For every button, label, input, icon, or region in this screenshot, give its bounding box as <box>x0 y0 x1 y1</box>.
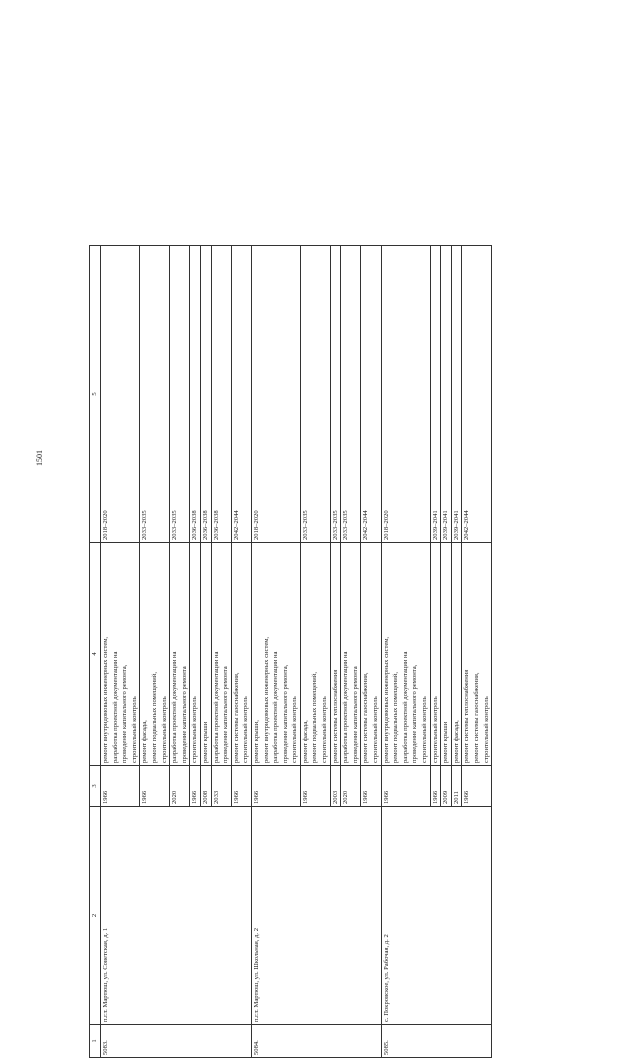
year-cell: 2033 <box>211 766 231 807</box>
period-cell: 2039–2041 <box>430 246 441 543</box>
period-cell: 2036–2038 <box>190 246 201 543</box>
column-header: 1 <box>90 1025 101 1058</box>
period-cell: 2033–2035 <box>330 246 341 543</box>
work-type-cell: разработка проектной документации на проведение капитального ремонта <box>170 543 190 766</box>
year-cell: 1966 <box>190 766 201 807</box>
period-cell: 2033–2035 <box>341 246 361 543</box>
year-cell: 2020 <box>341 766 361 807</box>
year-cell: 1966 <box>101 766 140 807</box>
period-cell: 2033–2035 <box>170 246 190 543</box>
address-cell: п.г.т. Мартюш, ул. Школьная, д. 2 <box>251 807 381 1025</box>
work-type-cell: ремонт фасада, <box>451 543 462 766</box>
column-header: 3 <box>90 766 101 807</box>
record-number-cell: 5085. <box>381 1025 492 1058</box>
year-cell: 1966 <box>462 766 492 807</box>
column-header: 5 <box>90 246 101 543</box>
year-cell: 2003 <box>330 766 341 807</box>
year-cell: 1966 <box>300 766 330 807</box>
work-type-cell: ремонт системы теплоснабжения <box>330 543 341 766</box>
record-number-cell: 5084. <box>251 1025 381 1058</box>
year-cell: 1966 <box>361 766 381 807</box>
column-header: 2 <box>90 807 101 1025</box>
work-type-cell: строительный контроль <box>430 543 441 766</box>
work-type-cell: ремонт фасада, ремонт подвальных помещений, строительный контроль <box>300 543 330 766</box>
work-type-cell: разработка проектной документации на проведение капитального ремонта <box>341 543 361 766</box>
year-cell: 1966 <box>381 766 430 807</box>
year-cell: 1966 <box>430 766 441 807</box>
period-cell: 2042–2044 <box>361 246 381 543</box>
table-row <box>101 246 140 1058</box>
work-type-cell: ремонт внутридомовых инженерных систем, разработка проектной документации на проведение капитального ремонта, строительный контроль <box>101 543 140 766</box>
period-cell: 2033–2035 <box>140 246 170 543</box>
work-type-cell: ремонт системы газоснабжения, строительный контроль <box>361 543 381 766</box>
year-cell: 1966 <box>231 766 251 807</box>
period-cell: 2036–2038 <box>211 246 231 543</box>
work-type-cell: разработка проектной документации на проведение капитального ремонта <box>211 543 231 766</box>
work-type-cell: ремонт фасада, ремонт подвальных помещений, строительный контроль <box>140 543 170 766</box>
year-cell: 2008 <box>200 766 211 807</box>
work-type-cell: ремонт крыши <box>200 543 211 766</box>
period-cell: 2033–2035 <box>300 246 330 543</box>
address-cell: с. Покровское, ул. Рабочая, д. 2 <box>381 807 492 1025</box>
period-cell: 2036–2038 <box>200 246 211 543</box>
work-type-cell: ремонт крыши <box>441 543 452 766</box>
column-number-header-row <box>90 246 101 1058</box>
table-row <box>251 246 300 1058</box>
period-cell: 2018–2020 <box>101 246 140 543</box>
table-row <box>381 246 430 1058</box>
work-type-cell: ремонт системы газоснабжения, строительный контроль <box>231 543 251 766</box>
repair-schedule-table <box>89 245 492 1058</box>
page-number: 1501 <box>35 450 44 466</box>
column-header: 4 <box>90 543 101 766</box>
period-cell: 2018–2020 <box>381 246 430 543</box>
year-cell: 1966 <box>140 766 170 807</box>
period-cell: 2018–2020 <box>251 246 300 543</box>
year-cell: 2020 <box>170 766 190 807</box>
work-type-cell: ремонт крыши, ремонт внутридомовых инженерных систем, разработка проектной документации на проведение капитального ремонта, строительный контроль <box>251 543 300 766</box>
period-cell: 2042–2044 <box>462 246 492 543</box>
period-cell: 2039–2041 <box>441 246 452 543</box>
year-cell: 1966 <box>251 766 300 807</box>
address-cell: п.г.т. Мартюш, ул. Советская, д. 1 <box>101 807 252 1025</box>
work-type-cell: ремонт системы теплоснабжения ремонт системы газоснабжения, строительный контроль <box>462 543 492 766</box>
work-type-cell: строительный контроль <box>190 543 201 766</box>
document-sheet <box>89 245 578 1058</box>
year-cell: 2011 <box>451 766 462 807</box>
record-number-cell: 5083. <box>101 1025 252 1058</box>
period-cell: 2042–2044 <box>231 246 251 543</box>
work-type-cell: ремонт внутридомовых инженерных систем, ремонт подвальных помещений, разработка проектной документации на проведение капитального ремонта, строительный контроль <box>381 543 430 766</box>
year-cell: 2009 <box>441 766 452 807</box>
period-cell: 2039–2041 <box>451 246 462 543</box>
